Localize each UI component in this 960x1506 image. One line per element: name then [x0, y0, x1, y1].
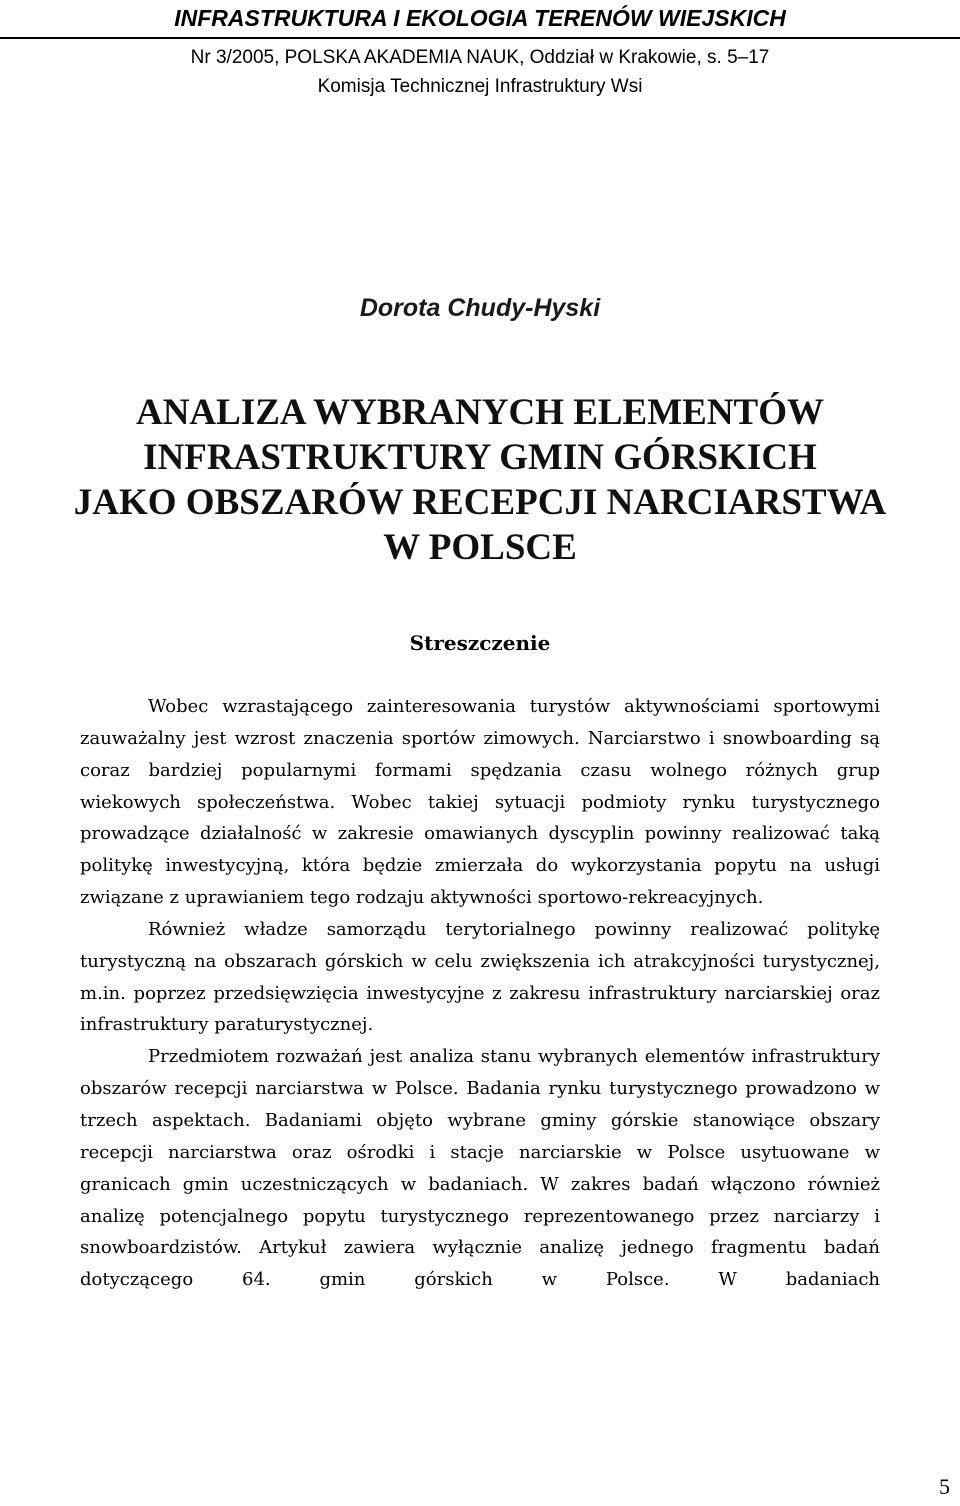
title-line: JAKO OBSZARÓW RECEPCJI NARCIARSTWA	[73, 482, 887, 523]
header-rule	[0, 37, 960, 39]
abstract-paragraph: Wobec wzrastającego zainteresowania turystów aktywnościami sportowymi zauważalny jest wzrost znaczenia sportów zimowych. Narciarstwo i snowboarding są coraz bardziej popularnymi formami spędzania czasu wolnego różnych grup wiekowych społeczeństwa. Wobec takiej sytuacji podmioty rynku turystycznego prowadzące działalność w zakresie omawianych dyscyplin powinny realizować taką politykę inwestycyjną, która będzie zmierzała do wykorzystania popytu na usługi związane z uprawianiem tego rodzaju aktywności sportowo-rekreacyjnych.	[80, 696, 880, 909]
journal-name: INFRASTRUKTURA I EKOLOGIA TERENÓW WIEJSKICH	[174, 5, 786, 31]
title-line: ANALIZA WYBRANYCH ELEMENTÓW	[135, 392, 825, 433]
author-name: Dorota Chudy-Hyski	[359, 294, 601, 322]
abstract-body	[80, 691, 880, 1296]
title-line: INFRASTRUKTURY GMIN GÓRSKICH	[143, 437, 817, 478]
issue-line: Nr 3/2005, POLSKA AKADEMIA NAUK, Oddział w Krakowie, s. 5–17	[190, 47, 770, 68]
commission-line: Komisja Technicznej Infrastruktury Wsi	[317, 76, 643, 97]
abstract-heading: Streszczenie	[409, 631, 551, 655]
abstract-paragraph: Przedmiotem rozważań jest analiza stanu wybranych elementów infrastruktury obszarów recepcji narciarstwa w Polsce. Badania rynku turystycznego prowadzono w trzech aspektach. Badaniami objęto wybrane gminy górskie stanowiące obszary recepcji narciarstwa oraz ośrodki i stacje narciarskie w Polsce usytuowane w granicach gmin uczestniczących w badaniach. W zakres badań włączono również analizę potencjalnego popytu turystycznego reprezentowanego przez narciarzy i snowboardzistów. Artykuł zawiera wyłącznie analizę jednego fragmentu badań dotyczącego 64. gmin górskich w Polsce. W badaniach	[80, 1046, 880, 1291]
abstract-paragraph: Również władze samorządu terytorialnego powinny realizować politykę turystyczną na obszarach górskich w celu zwiększenia ich atrakcyjności turystycznej, m.in. poprzez przedsięwzięcia inwestycyjne z zakresu infrastruktury narciarskiej oraz infrastruktury paraturystycznej.	[80, 918, 880, 1036]
title-line: W POLSCE	[383, 527, 577, 568]
page-number: 5	[939, 1474, 950, 1499]
article-title	[0, 390, 960, 570]
